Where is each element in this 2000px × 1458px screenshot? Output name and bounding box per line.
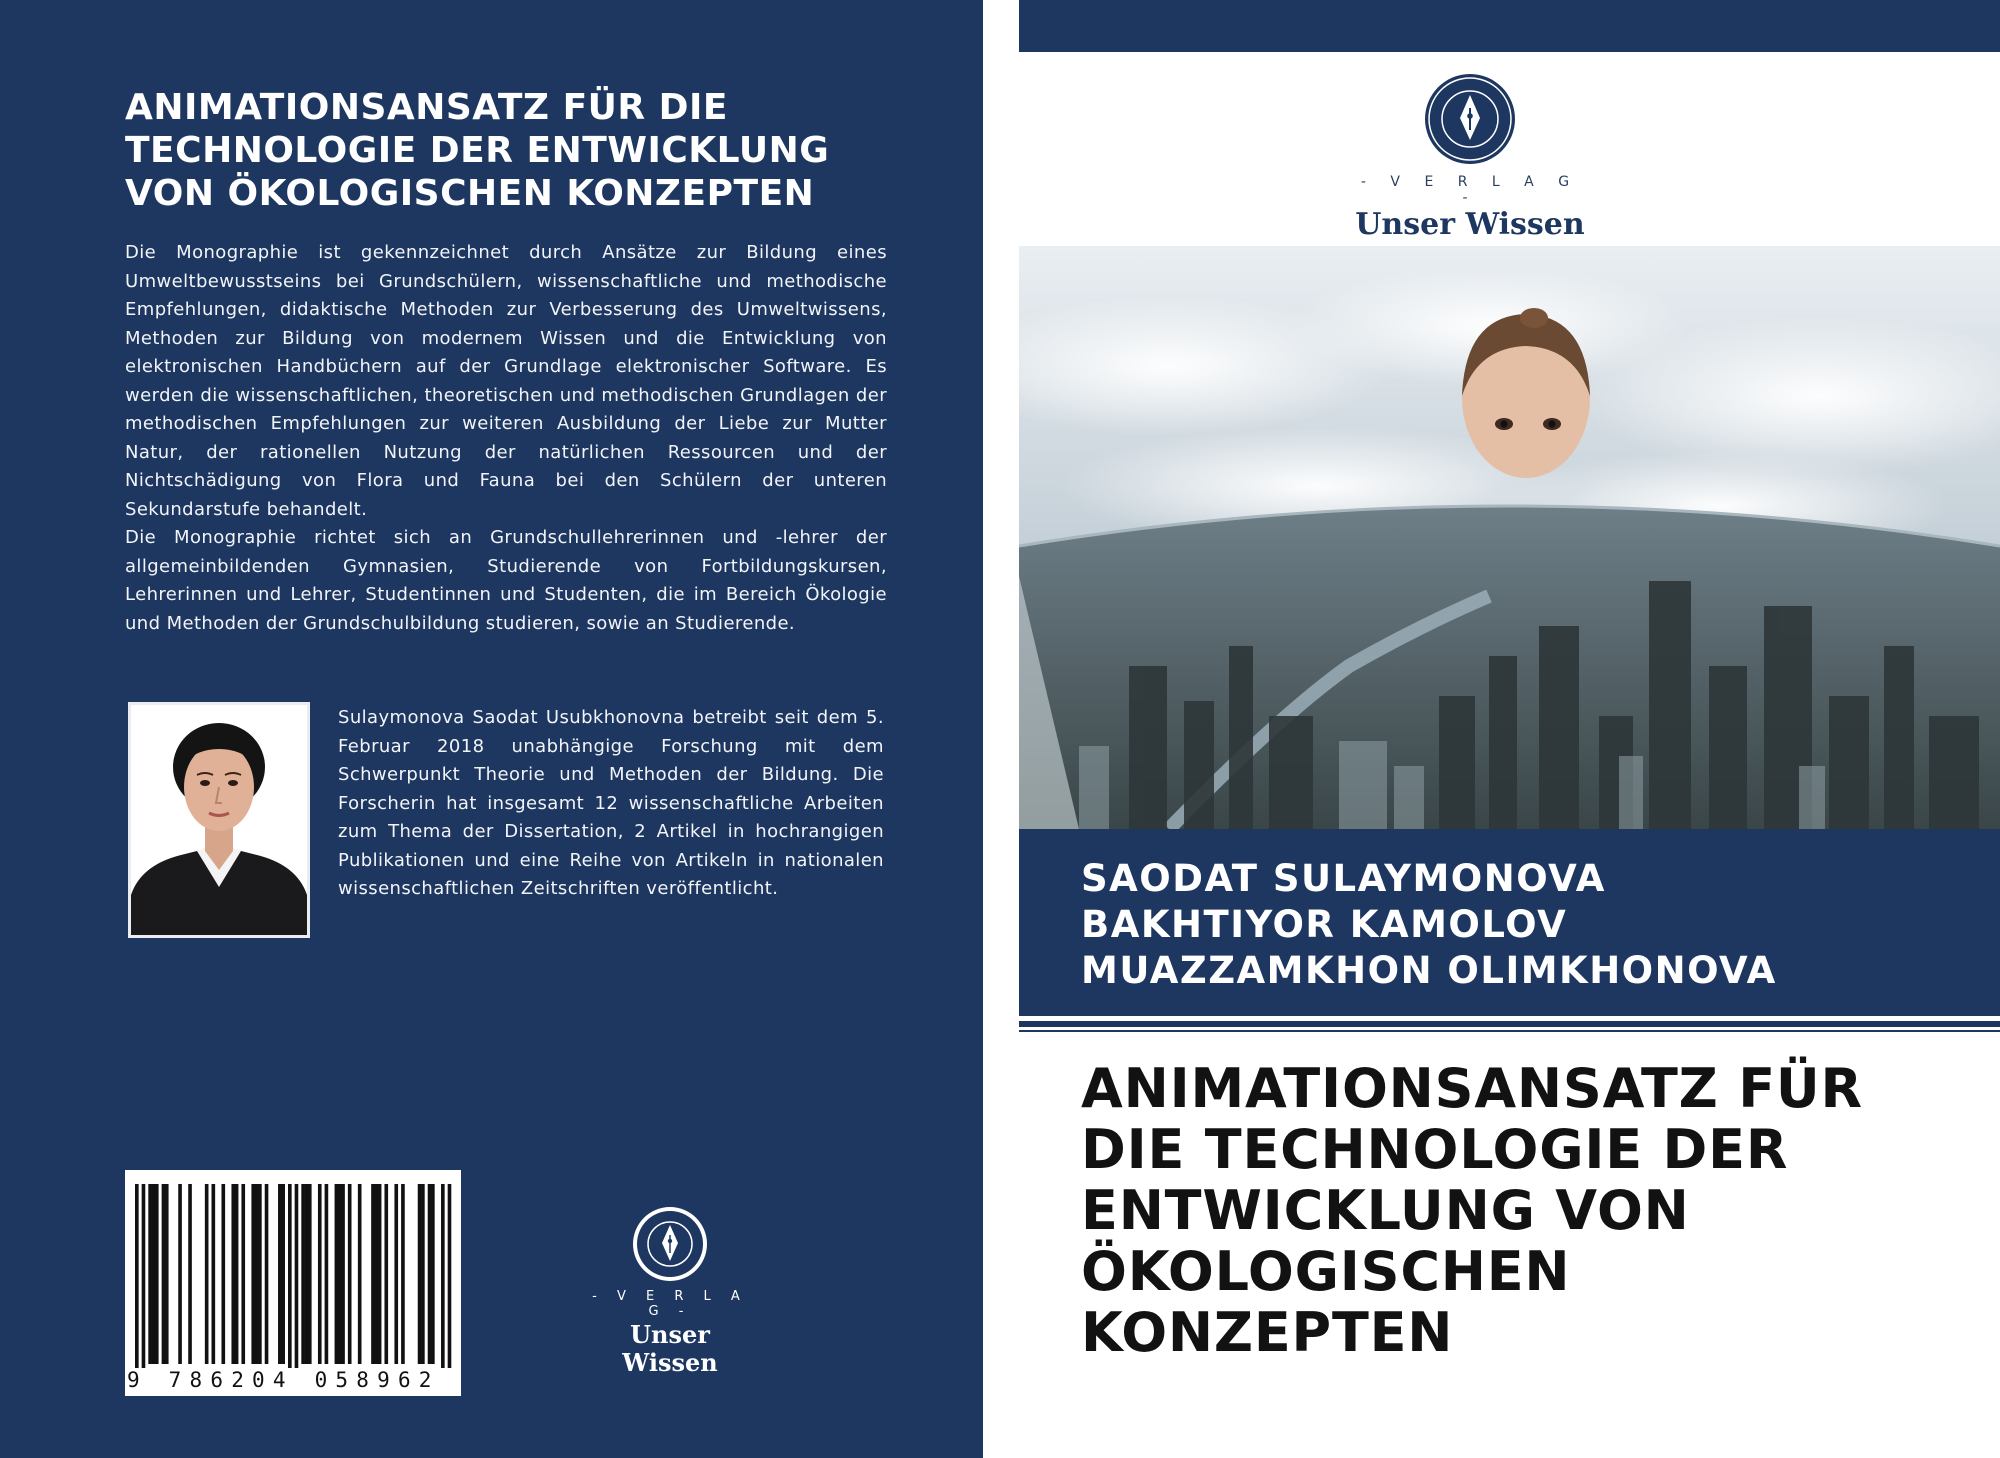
back-title-line: VON ÖKOLOGISCHEN KONZEPTEN [125, 173, 815, 214]
barcode-bar [308, 1184, 312, 1364]
back-title-line: TECHNOLOGIE DER ENTWICKLUNG [125, 130, 830, 171]
barcode-bar [255, 1184, 259, 1364]
barcode-bar [431, 1184, 435, 1364]
barcode-bar [401, 1184, 405, 1364]
barcode-bar [384, 1184, 388, 1364]
barcode-bar [418, 1184, 422, 1364]
author-name: SAODAT SULAYMONOVA [1081, 857, 1606, 900]
barcode-bar [281, 1184, 285, 1364]
back-title-line: ANIMATIONSANSATZ FÜR DIE [125, 87, 729, 128]
barcode-bar [251, 1184, 255, 1364]
barcode-bar [241, 1184, 245, 1364]
barcode-bar [341, 1184, 345, 1364]
barcode-bar [165, 1184, 169, 1364]
barcode-bar [235, 1184, 239, 1364]
barcode-bar [325, 1184, 329, 1364]
barcode-bar [371, 1184, 375, 1364]
back-cover-blurb [125, 239, 887, 638]
barcode-bar [221, 1184, 225, 1364]
barcode-bar [301, 1184, 305, 1364]
author-name: BAKHTIYOR KAMOLOV [1081, 903, 1568, 946]
barcode-bar [212, 1184, 216, 1364]
barcode-bar [374, 1184, 378, 1364]
barcode-bar [205, 1184, 209, 1364]
barcode-bar [441, 1184, 445, 1374]
barcode-bar [348, 1184, 352, 1364]
blurb-paragraph: Die Monographie richtet sich an Grundschullehrerinnen und -lehrer der allgemeinbildenden Gymnasien, Studierende von Fortbildungskursen, Lehrerinnen und Lehrer, Studentinnen und Studenten, die im Bereich Ökologie und Methoden der Grundschulbildung studieren, sowie an Studierende. [125, 527, 887, 634]
author-name: MUAZZAMKHON OLIMKHONOVA [1081, 949, 1777, 992]
barcode-bar [135, 1184, 139, 1374]
back-cover [0, 0, 983, 1458]
barcode-number: 9 786204 058962 [127, 1368, 459, 1392]
barcode-bar [421, 1184, 425, 1364]
isbn-barcode [125, 1170, 461, 1396]
front-cover [1019, 0, 2000, 1458]
barcode-bar [142, 1184, 146, 1374]
author-bio: Sulaymonova Saodat Usubkhonovna betreibt seit dem 5. Februar 2018 unabhängige Forschung mit dem Schwerpunkt Theorie und Methoden der Bildung. Die Forscherin hat insgesamt 12 wissenschaftliche Arbeiten zum Thema der Dissertation, 2 Artikel in hochrangigen Publikationen und eine Reihe von Artikeln in nationalen wissenschaftlichen Zeitschriften veröffentlicht. [338, 707, 884, 899]
barcode-bar [231, 1184, 235, 1364]
barcode-bar [428, 1184, 432, 1364]
barcode-bar [448, 1184, 452, 1374]
barcode-bar [188, 1184, 192, 1364]
barcode-bar [288, 1184, 292, 1374]
barcode-bar [378, 1184, 382, 1364]
barcode-bar [148, 1184, 152, 1364]
barcode-bar [394, 1184, 398, 1364]
barcode-bar [318, 1184, 322, 1364]
barcode-bar [358, 1184, 362, 1364]
publisher-name: Unser Wissen [622, 1320, 718, 1377]
front-title-line: ANIMATIONSANSATZ FÜR [1081, 1057, 1863, 1120]
blurb-paragraph: Die Monographie ist gekennzeichnet durch Ansätze zur Bildung eines Umweltbewusstseins bei Grundschülern, wissenschaftliche und methodische Empfehlungen, didaktische Methoden zur Verbesserung des Umweltwissens, Methoden zur Bildung von modernem Wissen und die Entwicklung von elektronischen Handbüchern auf der Grundlage elektronischer Software. Es werden die wissenschaftlichen, theoretischen und methodischen Grundlagen der methodischen Empfehlungen zur weiteren Ausbildung der Liebe zur Mutter Natur, der rationellen Nutzung der natürlichen Ressourcen und der Nichtschädigung von Flora und Fauna bei den Schülern der unteren Sekundarstufe behandelt. [125, 242, 887, 520]
verlag-label: - V E R L A G - [592, 1289, 748, 1319]
barcode-bar [162, 1184, 166, 1364]
verlag-label: - V E R L A G - [1360, 174, 1580, 206]
barcode-bar [265, 1184, 269, 1364]
back-publisher-logo [585, 1205, 755, 1377]
divider-rule-thin [1019, 1030, 2000, 1032]
barcode-bar [178, 1184, 182, 1364]
pen-nib-seal-icon [631, 1205, 709, 1283]
front-top-bar [1019, 0, 2000, 52]
barcode-bar [155, 1184, 159, 1364]
author-portrait [128, 702, 310, 938]
barcode-bar [258, 1184, 262, 1364]
front-cover-title [1081, 1058, 1981, 1363]
back-cover-title [125, 86, 925, 215]
front-title-line: KONZEPTEN [1081, 1301, 1454, 1364]
front-title-line: DIE TECHNOLOGIE DER [1081, 1118, 1789, 1181]
barcode-bars [125, 1170, 461, 1396]
front-publisher-logo [1355, 72, 1585, 242]
spine [983, 0, 1019, 1458]
barcode-bar [305, 1184, 309, 1364]
barcode-bar [335, 1184, 339, 1364]
publisher-name: Unser Wissen [1355, 207, 1585, 242]
barcode-bar [278, 1184, 282, 1364]
front-title-line: ENTWICKLUNG VON [1081, 1179, 1690, 1242]
barcode-bar [338, 1184, 342, 1364]
cover-photo-girl-over-city [1019, 246, 2000, 829]
divider-rule-thick [1019, 1021, 2000, 1027]
barcode-bar [295, 1184, 299, 1374]
pen-nib-seal-icon [1423, 72, 1517, 166]
front-title-line: ÖKOLOGISCHEN [1081, 1240, 1571, 1303]
barcode-bar [152, 1184, 156, 1364]
authors-band [1019, 829, 2000, 1016]
